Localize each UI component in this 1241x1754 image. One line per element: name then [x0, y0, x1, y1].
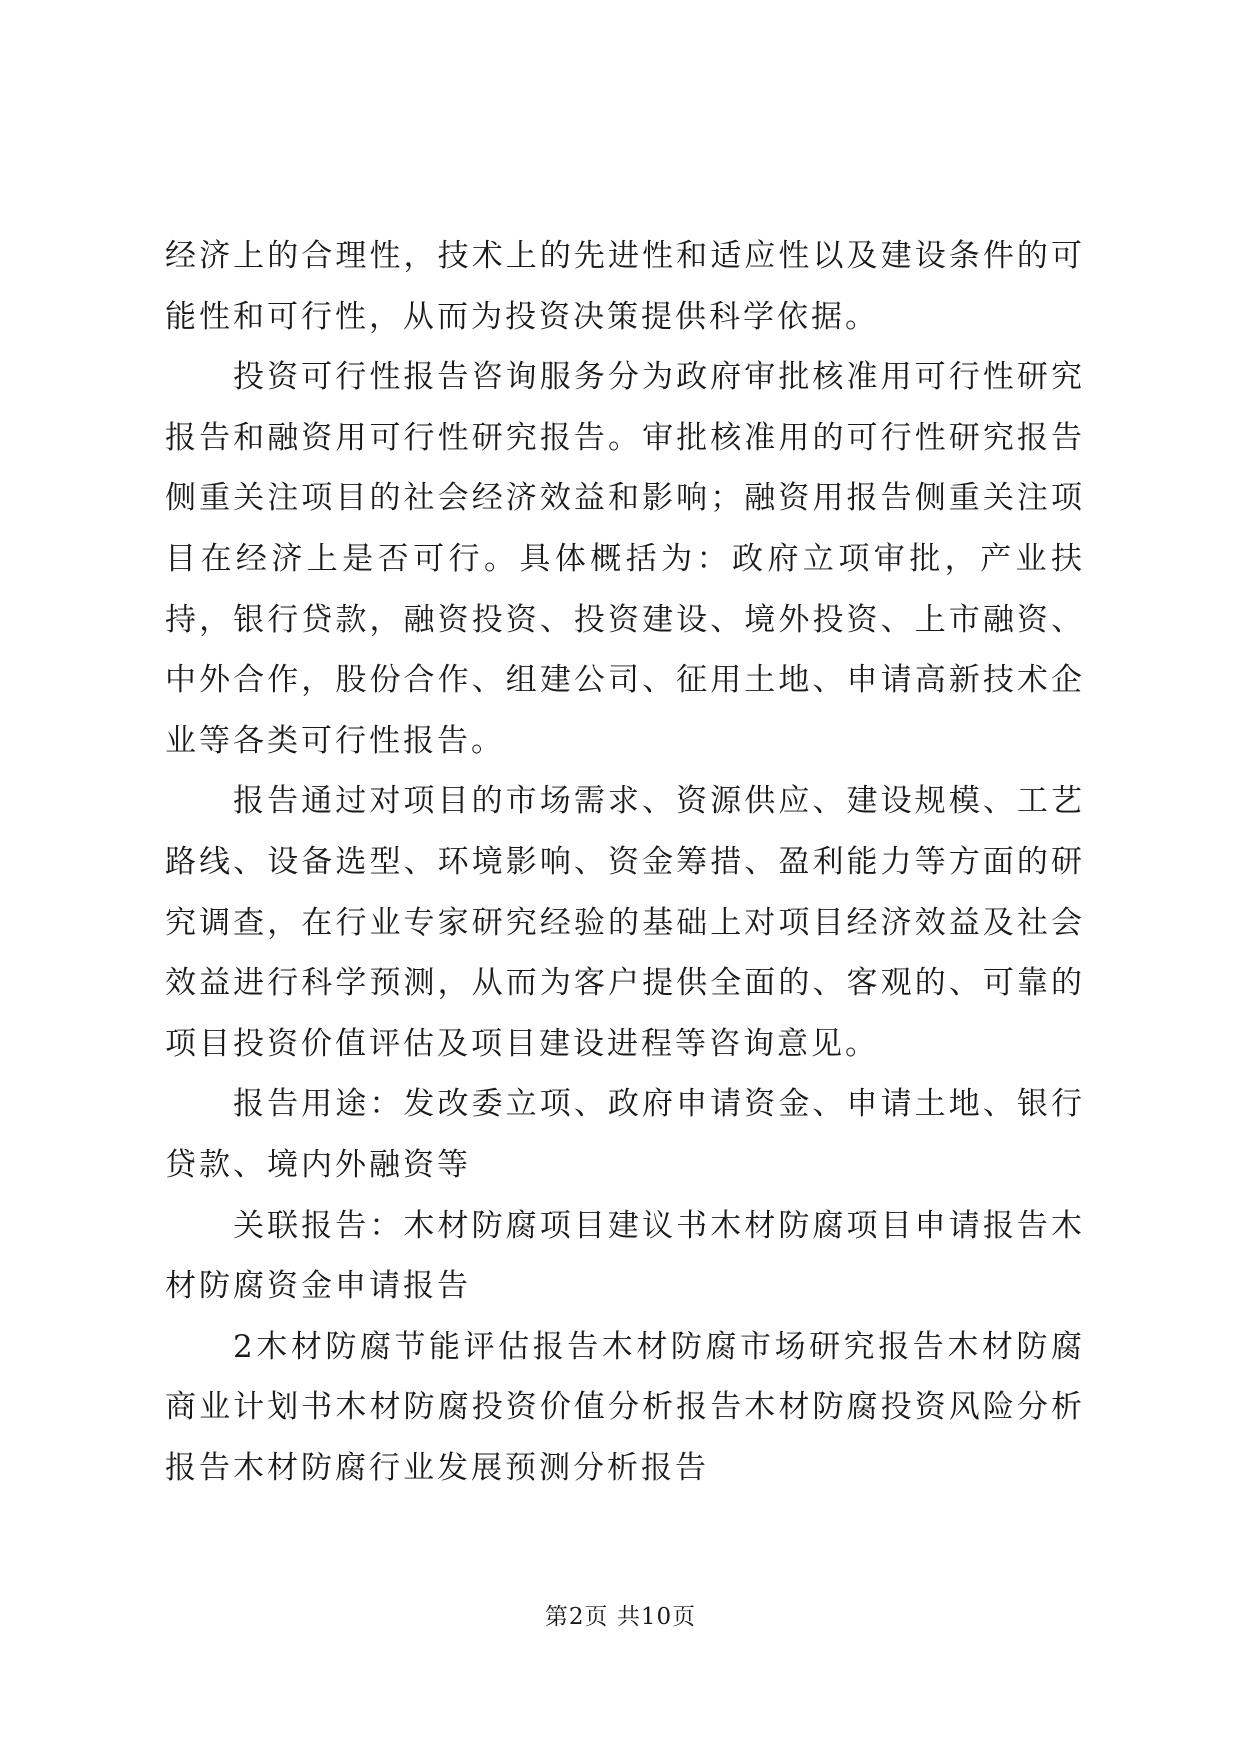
document-body [165, 226, 1085, 1498]
paragraph-related-reports-list: 2木材防腐节能评估报告木材防腐市场研究报告木材防腐商业计划书木材防腐投资价值分析报告木材防腐投资风险分析报告木材防腐行业发展预测分析报告 [165, 1328, 1085, 1486]
paragraph-report-usage: 报告用途：发改委立项、政府申请资金、申请土地、银行贷款、境内外融资等 [165, 1086, 1085, 1183]
paragraph-consulting-services: 投资可行性报告咨询服务分为政府审批核准用可行性研究报告和融资用可行性研究报告。审批核准用的可行性研究报告侧重关注项目的社会经济效益和影响；融资用报告侧重关注项目在经济上是否可行。具体概括为：政府立项审批，产业扶持，银行贷款，融资投资、投资建设、境外投资、上市融资、中外合作，股份合作、组建公司、征用土地、申请高新技术企业等各类可行性报告。 [165, 359, 1085, 759]
page-footer: 第2页 共10页 [544, 1604, 697, 1630]
paragraph-continuation: 经济上的合理性，技术上的先进性和适应性以及建设条件的可能性和可行性，从而为投资决策提供科学依据。 [165, 238, 1085, 335]
paragraph-report-content: 报告通过对项目的市场需求、资源供应、建设规模、工艺路线、设备选型、环境影响、资金筹措、盈利能力等方面的研究调查，在行业专家研究经验的基础上对项目经济效益及社会效益进行科学预测，从而为客户提供全面的、客观的、可靠的项目投资价值评估及项目建设进程等咨询意见。 [165, 783, 1085, 1062]
paragraph-related-reports: 关联报告：木材防腐项目建议书木材防腐项目申请报告木材防腐资金申请报告 [165, 1207, 1085, 1305]
